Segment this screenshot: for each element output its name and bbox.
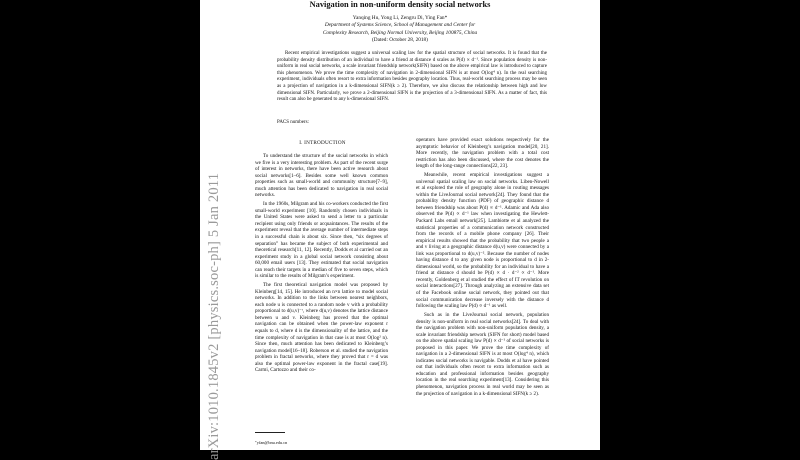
dated-line: (Dated: October 28, 2018) bbox=[372, 37, 428, 44]
left-column bbox=[255, 153, 388, 433]
affiliation-line-2: Complexity Research, Beijing Normal University, Beijing 100875, China bbox=[322, 29, 478, 36]
author-list: Yanqing Hu, Yong Li, Zengru Di, Ying Fan* bbox=[352, 15, 448, 21]
author-block bbox=[240, 15, 560, 45]
abstract: Recent empirical investigations suggest a universal scaling law for the spatial structure of social networks. It is found that the probability density distribution of an individual to have a friend at distance d scales as P(d) ∝ d⁻¹. Since population density is non-uniform in real social networks, a scale invariant friendship network(SIFN) based on the above empirical law is introduced to capture this phenomenon. We prove the time complexity of navigation in 2-dimensional SIFN is at most O(log⁴ n). In the real searching experiment, individuals often resort to extra information besides geography location. Thus, real-world searching process may be seen as a projection of navigation in a k-dimensional SIFN(k ≥ 2). Therefore, we also discuss the relationship between high and low dimensional SIFN. Particularly, we prove a 2-dimensional SIFN is the projection of a 3-dimensional SIFN. As a matter of fact, this result can also be generated to any k-dimensional SIFN. bbox=[277, 51, 547, 103]
section-heading-introduction: I. INTRODUCTION bbox=[299, 140, 346, 146]
pacs-numbers: PACS numbers: bbox=[277, 120, 309, 125]
affiliation-line-1: Department of Systems Science, School of Management and Center for bbox=[324, 22, 476, 29]
paragraph: The first theoretical navigation model was proposed by Kleinberg[14, 15]. He introduced an n×n lattice to model social networks. In addition to the links between nearest neighbors, each node u is connected to a random node v with a probability proportional to d(u,v)⁻ʳ, where d(u,v) denotes the lattice distance between u and v. Kleinberg has proved that the optimal navigation can be obtained when the power-law exponent r equals to d, where d is the dimensionality of the lattice, and the time complexity of navigation in that case is at most O(log² n). Since then, much attention has been dedicated to Kleinberg’s navigation model[16–18]. Roberson et al. studied the navigation problem in fractal networks, where they proved that r = d was also the optimal power-law exponent in the fractal case[19]. Carmi, Cartozzo and their co- bbox=[255, 282, 388, 374]
right-column bbox=[416, 137, 549, 450]
paragraph: operators have provided exact solutions respectively for the asymptotic behavior of Kleinberg’s navigation model[20, 21]. More recently, the navigation problem with a total cost restriction has also been discussed, where the cost denotes the length of the long-range connections[22, 23]. bbox=[416, 137, 549, 170]
footnote-divider bbox=[255, 432, 285, 433]
arxiv-stamp: arXiv:1010.1845v2 [physics.soc-ph] 5 Jan 2011 bbox=[206, 172, 222, 460]
paragraph: Meanwhile, recent empirical investigations suggest a universal spatial scaling law on social networks. Liben-Nowell et al explored the role of geography alone in routing messages within the LiveJournal social network[24]. They found that the probability density function (PDF) of geographic distance d between friendship was about P(d) ∝ d⁻¹. Adamic and Ada also observed the P(d) ∝ d⁻¹ law when investigating the Hewlett-Packard Labs email network[25]. Lambiotte et al analyzed the statistical properties of a communication network constructed from the records of a mobile phone company [26]. Their empirical results showed that the probability that two people a and v living at a geographic distance d(u,v) were connected by a link was proportional to d(u,v)⁻². Because the number of nodes having distance d to any given node is proportional to d in 2-dimensional world, so the probability for an individual to have a friend at distance d should be P(d) ∝ d · d⁻² ∝ d⁻¹. More recently, Goldenberg et al studied the effect of IT revolution on social interactions[27]. Through analyzing an extensive data set of the Facebook online social network, they pointed out that social communication decrease inversely with the distance d following the scaling law P(d) ∝ d⁻¹ as well. bbox=[416, 172, 549, 310]
footnote bbox=[255, 440, 287, 445]
paragraph: In the 1960s, Milgram and his co-workers conducted the first small-world experiment [10]. Randomly chosen individuals in the United States were asked to send a letter to a particular recipient using only friends or acquaintances. The results of the experiment reveal that the average number of intermediate steps in a successful chain is about six. Since then, “six degrees of separation” has became the subject of both experimental and theoretical research[11, 12]. Recently, Dodds et al carried out an experiment study in a global social network consisting about 60,000 email users [13]. They estimated that social navigation can reach their targets in a median of five to seven steps, which is similar to the results of Milgram’s experiment. bbox=[255, 201, 388, 280]
paper-title: Navigation in non-uniform density social networks bbox=[309, 0, 491, 9]
footnote-email: yfan@bnu.edu.cn bbox=[256, 440, 288, 445]
paragraph: To understand the structure of the social networks in which we five is a very interesting problem. As part of the recent surge of interest in networks, there have been active research about social networks[1–6]. Besides some well known common properties such as small-world and community structure[7–9], much attention has been dedicated to navigation in real social networks. bbox=[255, 153, 388, 199]
paragraph: Such as in the LiveJournal social network, population density is non-uniform in real social networks[24]. To deal with the navigation problem with non-uniform population density, a scale invariant friendship network (SIFN for short) model based on the above spatial scaling law P(d) ∝ d⁻¹ of social networks is proposed in this paper. We prove the time complexity of navigation in a 2-dimensional SIFN is at most O(log⁴ n), which indicates social networks is navigable. Dodds et al have pointed out that individuals often resort to extra information such as education and professional information besides geography location in the real searching experiment[13]. Considering this phenomenon, navigation process in real world may be seen as the projection of navigation in a k-dimensional SIFN(k ≥ 2). bbox=[416, 312, 549, 397]
footnote-marker: * bbox=[255, 440, 257, 444]
